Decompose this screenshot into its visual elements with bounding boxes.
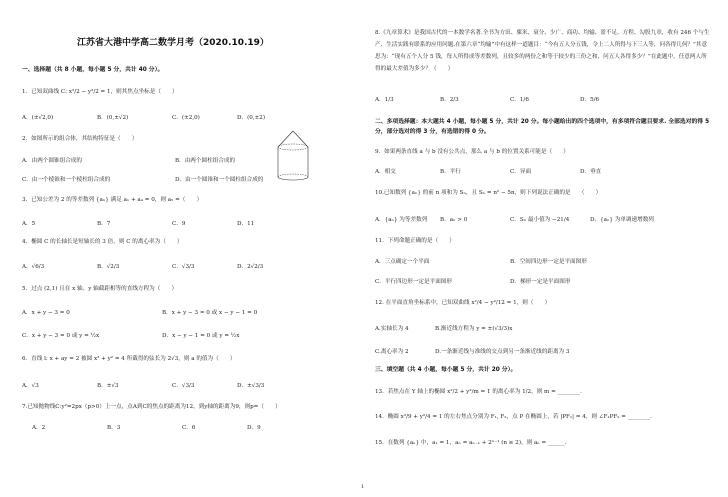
q6-option-c: C．√3/3 xyxy=(172,383,195,389)
q10-option-b: B．aₙ > 0 xyxy=(440,217,468,223)
q12-option-b: B.渐近线方程为 y = ±(√3/3)x xyxy=(435,326,513,332)
q3-option-a: A．5 xyxy=(22,221,36,227)
q10-option-c: C．Sₙ 最小值为 −21/4 xyxy=(510,217,570,223)
section-3-heading: 三、填空题（共 4 小题，每小题 5 分，共计 20 分）。 xyxy=(375,367,517,373)
section-1-heading: 一、选择题（共 8 小题，每小题 5 分，共计 40 分）。 xyxy=(22,67,164,73)
q5-option-b: B．x + y − 3 = 0 或 x − y − 1 = 0 xyxy=(162,310,258,316)
q7-option-b: B．3 xyxy=(107,425,121,431)
q8-option-c: C．1/6 xyxy=(510,97,529,103)
q5-option-d: D．x − y − 1 = 0 或 y = ½x xyxy=(162,333,240,339)
q8-option-a: A．1/3 xyxy=(375,97,394,103)
question-7-stem: 7.已知抛物线C:y²=2px（p>0）上一点，点A到C的焦点的距离为12，到y轴的距离为9，则p=（ ） xyxy=(22,404,281,410)
question-3-stem: 3．已知公差为 2 的等差数列 {aₙ} 满足 a₁ + a₄ = 0，则 a₅ =（ ） xyxy=(22,197,203,203)
question-6-stem: 6．直线 l: x + ay = 2 被圆 x² + y² = 4 所截得的弦长为 2√3，则 a 的值为（ ） xyxy=(22,356,236,362)
q2-option-d: D．由一个圆锥和一个圆柱组合成的 xyxy=(175,177,264,183)
q4-option-b: B．√2/3 xyxy=(97,264,120,270)
q2-option-a: A．由两个圆锥组合成的 xyxy=(22,158,82,164)
q7-option-a: A．2 xyxy=(32,425,46,431)
question-10-stem: 10.已知数列 {aₙ} 的前 n 项和为 Sₙ，且 Sₙ = n² − 5n，则下列说法正确的是 （ ） xyxy=(375,190,602,196)
q2-option-c: C．由一个棱锥和一个棱柱组合成的 xyxy=(22,177,111,183)
q6-option-a: A．√3 xyxy=(22,383,39,389)
section-2-heading: 二、多项选择题：本大题共 4 小题，每小题 5 分，共计 20 分。每小题给出的四个选项中，有多项符合题目要求. 全部选对的得 5 分，部分选对的得 3 分，有选错的得 0 分。 xyxy=(375,119,710,135)
question-4-stem: 4．椭圆 C 的长轴长是短轴长的 3 倍，则 C 的离心率为（ ） xyxy=(22,239,183,245)
q11-option-b: B．空间四边形一定是平面图形 xyxy=(510,259,587,265)
q2-option-b: B．由两个圆柱组合成的 xyxy=(175,158,236,164)
q4-option-d: D．2√2/3 xyxy=(237,264,264,270)
q6-option-b: B．±√3 xyxy=(97,383,119,389)
q5-option-a: A．x + y − 3 = 0 xyxy=(22,310,70,316)
q3-option-d: D．11 xyxy=(237,221,255,227)
q9-option-c: C．异面 xyxy=(510,169,532,175)
q7-option-d: D．9 xyxy=(247,425,261,431)
q6-option-d: D．±√3/3 xyxy=(237,383,265,389)
question-13: 13．若焦点在 Y 轴上的椭圆 x²/2 + y²/m = 1 的离心率为 1/2，则 m = ________. xyxy=(375,389,582,395)
q1-option-a: A．(±√2,0) xyxy=(22,115,54,121)
q3-option-b: B．7 xyxy=(97,221,111,227)
q10-option-a: A．{aₙ} 为等差数列 xyxy=(375,217,428,223)
q10-option-d: D．{aₙ} 为单调递增数列 xyxy=(590,217,654,223)
question-2-stem: 2．如图所示的组合体，其结构特征是（ ） xyxy=(22,136,138,142)
q12-option-a: A.实轴长为 4 xyxy=(375,326,409,332)
q9-option-d: D．垂直 xyxy=(580,169,602,175)
q4-option-c: C．√3/3 xyxy=(172,264,195,270)
q12-option-c: C.离心率为 2 xyxy=(375,349,409,355)
q11-option-c: C．平行四边形一定是平面图形 xyxy=(375,279,452,285)
question-12-stem: 12. 在平面直角坐标系中，已知双曲线 x²/4 − y²/12 = 1，则（ ） xyxy=(375,300,551,306)
q9-option-b: B．平行 xyxy=(440,169,461,175)
exam-title: 江苏省大港中学高二数学月考（2020.10.19） xyxy=(77,38,269,48)
question-1-stem: 1．已知双曲线 C: x²/2 − y²/2 = 1，则其焦点坐标是（ ） xyxy=(22,89,178,95)
question-8-stem: 8.《九章算术》是我国古代的一本数学名著.全书为方田、粟米、衰分、少广、商功、均输、盈不足、方程、勾股九章，收有 246 个与生产、生活实践有联系的应用问题.在第六章“均输”中有这样一道题目：“今有五人分五钱，令上二人所得与下三人等，问各得几何？”其意思为：“现有五个人分 5 钱，每人所得成等差数列，且较多的两份之和等于较少的三份之和，问五人各得多少？”在此题中，任意两人所得的最大差值为多少？（ ） xyxy=(375,30,710,72)
q12-option-d: D.一条渐近线与准线的交点到另一条渐近线的距离为 3 xyxy=(435,349,570,355)
question-15: 15．在数列 {aₙ} 中，a₁ = 1，aₙ = aₙ₋₁ + 2ⁿ⁻¹ (n ≥ 2)，则 aₙ = ______. xyxy=(375,440,567,446)
q1-option-c: C．(±2,0) xyxy=(172,115,200,121)
composite-solid-figure xyxy=(275,129,311,184)
q3-option-c: C．9 xyxy=(172,221,186,227)
q11-option-d: D．梯形一定是平面图形 xyxy=(510,279,571,285)
q11-option-a: A．三点确定一个平面 xyxy=(375,259,430,265)
q8-option-d: D．5/6 xyxy=(580,97,600,103)
q9-option-a: A．相交 xyxy=(375,169,396,175)
q5-option-c: C．x + y − 3 = 0 或 y = ½x xyxy=(22,333,100,339)
question-14: 14．椭圆 x²/9 + y²/4 = 1 的左右焦点分别为 F₁, F₂，点 P 在椭圆上，若 |PF₁| = 4，则 ∠F₁PF₂ = ________. xyxy=(375,414,652,420)
q1-option-d: D．(0,±2) xyxy=(237,115,266,121)
q4-option-a: A．√6/3 xyxy=(22,264,45,270)
question-11-stem: 11．下列命题正确的是（ ） xyxy=(375,238,455,244)
question-9-stem: 9．如果两条直线 a 与 b 没有公共点，那么 a 与 b 的位置关系可能是（ ） xyxy=(375,149,569,155)
q7-option-c: C．6 xyxy=(182,425,196,431)
q1-option-b: B．(0,±√2) xyxy=(97,115,129,121)
q8-option-b: B．2/3 xyxy=(440,97,459,103)
page-number: 1 xyxy=(361,484,365,490)
question-5-stem: 5．过点 (2,1) 且在 x 轴、y 轴截距相等的直线方程为（ ） xyxy=(22,286,178,292)
